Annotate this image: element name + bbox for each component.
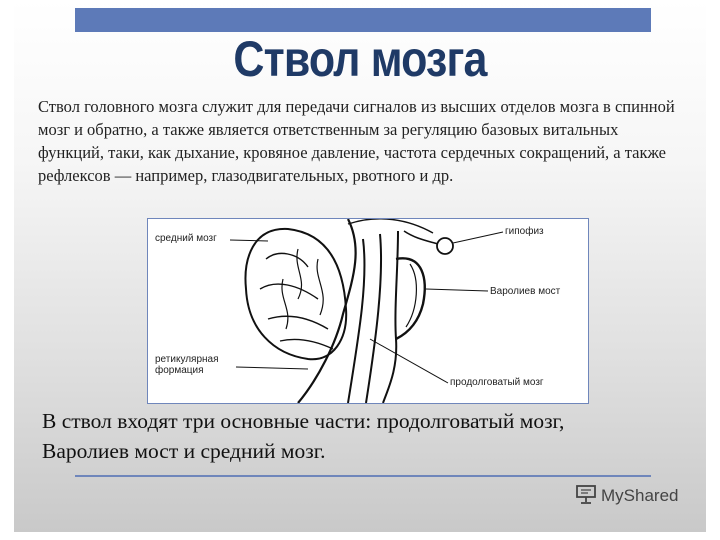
label-medulla: продолговатый мозг <box>450 377 544 388</box>
header-accent-bar <box>75 8 651 32</box>
label-pons: Варолиев мост <box>490 286 561 297</box>
myshared-logo[interactable] <box>575 485 678 507</box>
label-reticular-formation: ретикулярная формация <box>155 354 219 376</box>
summary-paragraph: В ствол входят три основные части: продолговатый мозг, Варолиев мост и средний мозг. <box>42 409 565 463</box>
brainstem-diagram <box>147 218 589 404</box>
label-pituitary: гипофиз <box>505 226 544 237</box>
label-midbrain: средний мозг <box>155 233 217 244</box>
slide-title: Ствол мозга <box>233 31 487 87</box>
footer-divider <box>75 475 651 477</box>
presentation-board-icon <box>575 484 597 509</box>
intro-paragraph: Ствол головного мозга служит для передачи сигналов из высших отделов мозга в спинной мозг и обратно, а также является ответственным за регуляцию базовых витальных функций, таки, как дыхание, кровяное давление, частота сердечных сокращений, а также рефлексов — например, глазодвигательных, рвотного и др. <box>38 97 675 185</box>
logo-text: MyShared <box>601 486 679 505</box>
